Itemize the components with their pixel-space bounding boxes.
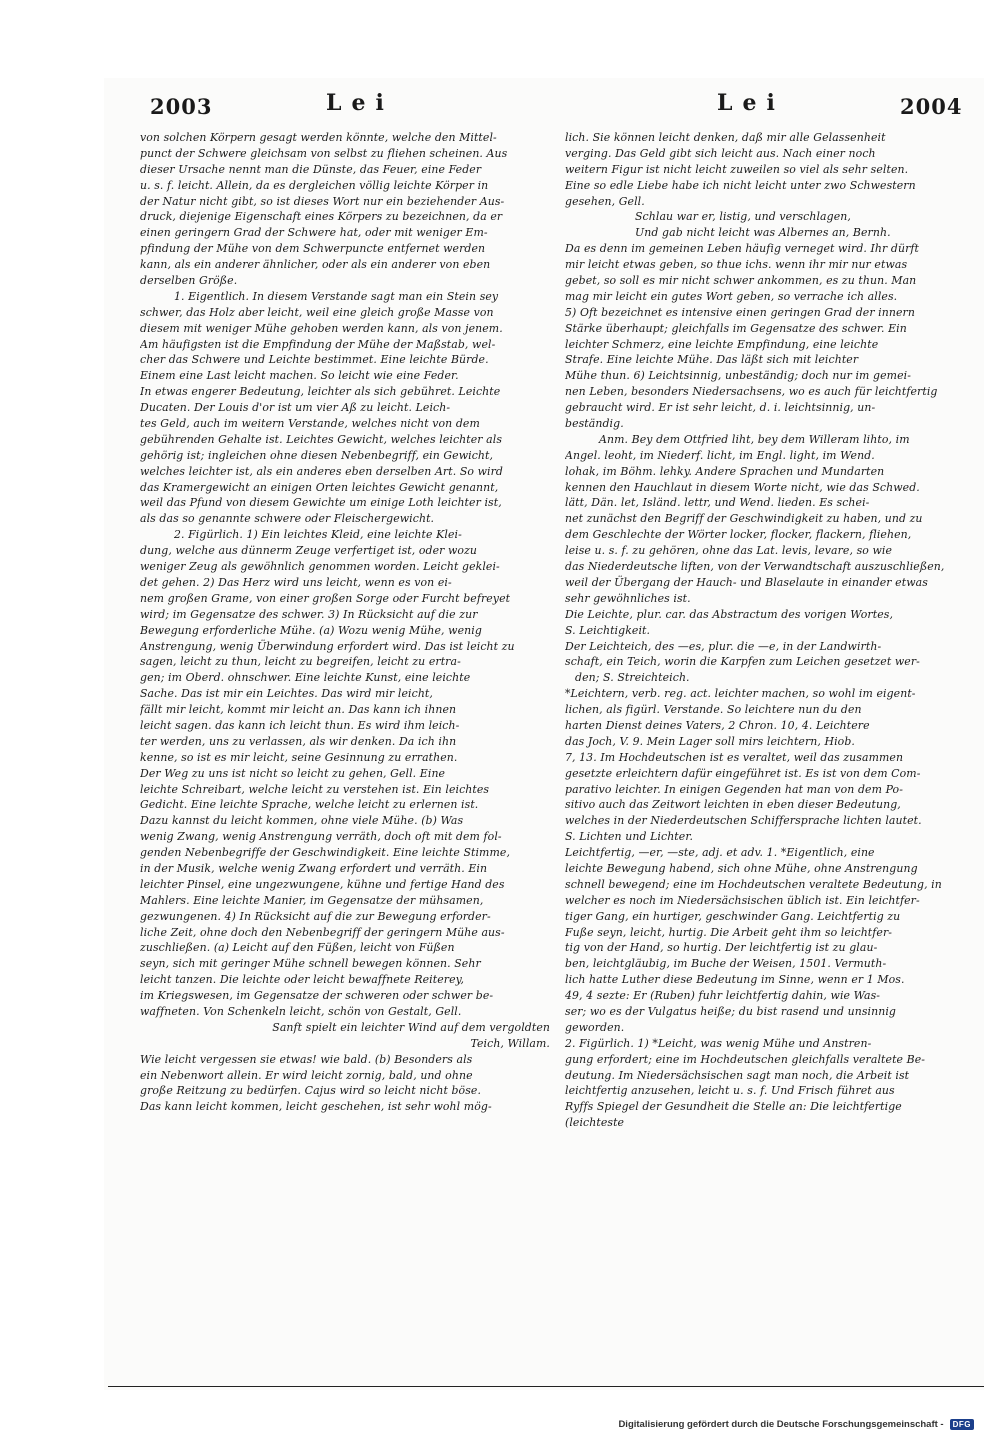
text-line: Ryffs Spiegel der Gesundheit die Stelle an: Die leichtfertige	[565, 1100, 902, 1114]
text-line: tig von der Hand, so hurtig. Der leichtfertig ist zu glau-	[565, 941, 878, 955]
text-line: Angel. leoht, im Niederf. licht, im Engl. light, im Wend.	[565, 448, 875, 462]
text-line: das Joch, V. 9. Mein Lager soll mirs leichtern, Hiob.	[565, 734, 855, 748]
text-line: Anstrengung, wenig Überwindung erfordert wird. Das ist leicht zu	[140, 639, 515, 653]
text-line: Wie leicht vergessen sie etwas! wie bald. (b) Besonders als	[140, 1052, 473, 1066]
text-line: Eine so edle Liebe habe ich nicht leicht unter zwo Schwestern	[565, 178, 916, 192]
text-line: zuschließen. (a) Leicht auf den Füßen, leicht von Füßen	[140, 941, 455, 955]
footer	[618, 1419, 974, 1430]
text-line: cher das Schwere und Leichte bestimmet. Eine leichte Bürde.	[140, 353, 489, 367]
text-line: gebraucht wird. Er ist sehr leicht, d. i. leichtsinnig, un-	[565, 401, 876, 415]
text-line: nen Leben, besonders Niedersachsens, wo es auch für leichtfertig	[565, 385, 938, 399]
text-line: wenig Zwang, wenig Anstrengung verräth, doch oft mit dem fol-	[140, 830, 502, 844]
text-line: das Kramergewicht an einigen Orten leichtes Gewicht genannt,	[140, 480, 499, 494]
text-line: Die Leichte, plur. car. das Abstractum des vorigen Wortes,	[565, 607, 894, 621]
text-line: 2. Figürlich. 1) Ein leichtes Kleid, eine leichte Klei-	[174, 528, 462, 542]
text-line: das Niederdeutsche liften, von der Verwandtschaft auszuschließen,	[565, 560, 945, 574]
text-line: Das kann leicht kommen, leicht geschehen, ist sehr wohl mög-	[140, 1100, 492, 1114]
text-line: In etwas engerer Bedeutung, leichter als sich gebühret. Leichte	[140, 385, 501, 399]
text-line: mir leicht etwas geben, so thue ichs. wenn ihr mir nur etwas	[565, 258, 908, 272]
text-line: diesem mit weniger Mühe gehoben werden kann, als von jenem.	[140, 321, 503, 335]
text-line: Teich, Willam.	[470, 1036, 550, 1050]
text-line: tiger Gang, ein hurtiger, geschwinder Gang. Leichtfertig zu	[565, 909, 901, 923]
text-line: pfindung der Mühe von dem Schwerpuncte entfernet werden	[140, 242, 486, 256]
text-line: parativo leichter. In einigen Gegenden hat man von dem Po-	[565, 782, 903, 796]
text-line: einen geringern Grad der Schwere hat, oder mit weniger Em-	[140, 226, 488, 240]
text-line: ben, leichtgläubig, im Buche der Weisen, 1501. Vermuth-	[565, 957, 887, 971]
text-line: lichen, als figürl. Verstande. So leichtere nun du den	[565, 703, 862, 717]
text-line: 5) Oft bezeichnet es intensive einen geringen Grad der innern	[565, 305, 915, 319]
footer-text: Digitalisierung gefördert durch die Deutsche Forschungsgemeinschaft -	[618, 1419, 944, 1430]
text-line: druck, diejenige Eigenschaft eines Körpers zu bezeichnen, da er	[140, 210, 503, 224]
bottom-rule	[108, 1386, 984, 1387]
page-number-left: 2003	[150, 94, 213, 119]
text-line: leicht tanzen. Die leichte oder leicht bewaffnete Reiterey,	[140, 973, 465, 987]
text-line: derselben Größe.	[140, 274, 238, 288]
text-line: weitern Figur ist nicht leicht zuweilen so viel als sehr selten.	[565, 162, 909, 176]
text-line: genden Nebenbegriffe der Geschwindigkeit. Eine leichte Stimme,	[140, 846, 511, 860]
text-line: liche Zeit, ohne doch den Nebenbegriff der geringern Mühe aus-	[140, 925, 505, 939]
text-line: leicht sagen. das kann ich leicht thun. Es wird ihm leich-	[140, 718, 460, 732]
text-line: den; S. Streichteich.	[575, 671, 690, 685]
text-line: Bewegung erforderliche Mühe. (a) Wozu wenig Mühe, wenig	[140, 623, 482, 637]
text-line: gehörig ist; ingleichen ohne diesen Nebenbegriff, ein Gewicht,	[140, 448, 494, 462]
text-line: sagen, leicht zu thun, leicht zu begreifen, leicht zu ertra-	[140, 655, 461, 669]
text-line: Da es denn im gemeinen Leben häufig verneget wird. Ihr dürft	[565, 242, 920, 256]
text-line: Mahlers. Eine leichte Manier, im Gegensatze der mühsamen,	[140, 893, 484, 907]
text-line: gung erfordert; eine im Hochdeutschen gleichfalls veraltete Be-	[565, 1052, 926, 1066]
text-line: schwer, das Holz aber leicht, weil eine gleich große Masse von	[140, 305, 494, 319]
text-line: lätt, Dän. let, Isländ. lettr, und Wend. lieden. Es schei-	[565, 496, 870, 510]
text-line: verging. Das Geld gibt sich leicht aus. Nach einer noch	[565, 146, 876, 160]
text-line: ter werden, uns zu verlassen, als wir denken. Da ich ihn	[140, 734, 457, 748]
text-line: Strafe. Eine leichte Mühe. Das läßt sich mit leichter	[565, 353, 859, 367]
left-column	[140, 130, 556, 1205]
text-line: lohak, im Böhm. lehky. Andere Sprachen und Mundarten	[565, 464, 885, 478]
text-line: leichter Schmerz, eine leichte Empfindung, eine leichte	[565, 337, 879, 351]
running-head-left: Lei	[326, 90, 394, 116]
text-line: dieser Ursache nennt man die Dünste, das Feuer, eine Feder	[140, 162, 482, 176]
text-line: fällt mir leicht, kommt mir leicht an. Das kann ich ihnen	[140, 703, 457, 717]
text-line: weil der Übergang der Hauch- und Blaselaute in einander etwas	[565, 575, 928, 589]
text-line: Sanft spielt ein leichter Wind auf dem vergoldten	[272, 1020, 550, 1034]
text-line: schaft, ein Teich, worin die Karpfen zum Leichen gesetzet wer-	[565, 655, 920, 669]
text-line: Sache. Das ist mir ein Leichtes. Das wird mir leicht,	[140, 687, 433, 701]
text-line: 7, 13. Im Hochdeutschen ist es veraltet, weil das zusammen	[565, 750, 904, 764]
text-line: Am häufigsten ist die Empfindung der Mühe der Maßstab, wel-	[140, 337, 496, 351]
text-line: Stärke überhaupt; gleichfalls im Gegensatze des schwer. Ein	[565, 321, 907, 335]
text-line: 2. Figürlich. 1) *Leicht, was wenig Mühe und Anstren-	[565, 1036, 872, 1050]
text-line: wird; im Gegensatze des schwer. 3) In Rücksicht auf die zur	[140, 607, 478, 621]
text-line: ein Nebenwort allein. Er wird leicht zornig, bald, und ohne	[140, 1068, 473, 1082]
text-line: Und gab nicht leicht was Albernes an, Bernh.	[635, 226, 891, 240]
text-line: 49, 4 sezte: Er (Ruben) fuhr leichtfertig dahin, wie Was-	[565, 989, 881, 1003]
text-line: Dazu kannst du leicht kommen, ohne viele Mühe. (b) Was	[140, 814, 464, 828]
text-line: Gedicht. Eine leichte Sprache, welche leicht zu erlernen ist.	[140, 798, 479, 812]
text-line: kann, als ein anderer ähnlicher, oder als ein anderer von eben	[140, 258, 491, 272]
text-line: mag mir leicht ein gutes Wort geben, so verrache ich alles.	[565, 289, 898, 303]
text-line: schnell bewegend; eine im Hochdeutschen veraltete Bedeutung, in	[565, 877, 942, 891]
text-line: Der Weg zu uns ist nicht so leicht zu gehen, Gell. Eine	[140, 766, 446, 780]
text-line: harten Dienst deines Vaters, 2 Chron. 10, 4. Leichtere	[565, 718, 870, 732]
text-line: dem Geschlechte der Wörter locker, flocker, flackern, fliehen,	[565, 528, 912, 542]
text-line: in der Musik, welche wenig Zwang erfordert und verräth. Ein	[140, 861, 488, 875]
text-line: beständig.	[565, 417, 624, 431]
text-line: dung, welche aus dünnerm Zeuge verfertiget ist, oder wozu	[140, 544, 478, 558]
text-line: Fuße seyn, leicht, hurtig. Die Arbeit geht ihm so leichtfer-	[565, 925, 893, 939]
text-line: Leichtfertig, —er, —ste, adj. et adv. 1. *Eigentlich, eine	[565, 846, 875, 860]
text-line: S. Lichten und Lichter.	[565, 830, 694, 844]
right-column	[565, 130, 965, 1225]
text-line: im Kriegswesen, im Gegensatze der schweren oder schwer be-	[140, 989, 494, 1003]
text-line: punct der Schwere gleichsam von selbst zu fliehen scheinen. Aus	[140, 146, 508, 160]
text-line: welches in der Niederdeutschen Schiffersprache lichten lautet.	[565, 814, 922, 828]
text-line: lich. Sie können leicht denken, daß mir alle Gelassenheit	[565, 131, 886, 144]
text-line: u. s. f. leicht. Allein, da es dergleichen völlig leichte Körper in	[140, 178, 489, 192]
text-line: Schlau war er, listig, und verschlagen,	[635, 210, 851, 224]
text-line: nem großen Grame, von einer großen Sorge oder Furcht befreyet	[140, 591, 511, 605]
text-line: sehr gewöhnliches ist.	[565, 591, 691, 605]
text-line: leichte Bewegung habend, sich ohne Mühe, ohne Anstrengung	[565, 861, 918, 875]
text-line: weniger Zeug als gewöhnlich genommen worden. Leicht geklei-	[140, 560, 500, 574]
text-line: sitivo auch das Zeitwort leichten in eben dieser Bedeutung,	[565, 798, 901, 812]
text-line: leichtfertig anzusehen, leicht u. s. f. Und Frisch führet aus	[565, 1084, 895, 1098]
text-line: leichter Pinsel, eine ungezwungene, kühne und fertige Hand des	[140, 877, 505, 891]
text-line: von solchen Körpern gesagt werden könnte, welche den Mittel-	[140, 131, 497, 144]
text-line: S. Leichtigkeit.	[565, 623, 651, 637]
text-line: als das so genannte schwere oder Fleischergewicht.	[140, 512, 435, 526]
text-line: leise u. s. f. zu gehören, ohne das Lat. levis, levare, so wie	[565, 544, 893, 558]
text-line: Ducaten. Der Louis d'or ist um vier Aß zu leicht. Leich-	[140, 401, 451, 415]
text-line: kennen den Hauchlaut in diesem Worte nicht, wie das Schwed.	[565, 480, 920, 494]
text-line: waffneten. Von Schenkeln leicht, schön von Gestalt, Gell.	[140, 1004, 462, 1018]
text-line: gen; im Oberd. ohnschwer. Eine leichte Kunst, eine leichte	[140, 671, 471, 685]
text-line: seyn, sich mit geringer Mühe schnell bewegen können. Sehr	[140, 957, 481, 971]
text-line: welches leichter ist, als ein anderes eben derselben Art. So wird	[140, 464, 504, 478]
text-line: kenne, so ist es mir leicht, seine Gesinnung zu errathen.	[140, 750, 458, 764]
text-line: net zunächst den Begriff der Geschwindigkeit zu haben, und zu	[565, 512, 923, 526]
text-line: ser; wo es der Vulgatus heiße; du bist rasend und unsinnig	[565, 1004, 897, 1018]
text-line: gesehen, Gell.	[565, 194, 645, 208]
text-line: gebet, so soll es mir nicht schwer ankommen, es zu thun. Man	[565, 274, 917, 288]
text-line: leichte Schreibart, welche leicht zu verstehen ist. Ein leichtes	[140, 782, 490, 796]
text-line: welcher es noch im Niedersächsischen üblich ist. Ein leichtfer-	[565, 893, 920, 907]
text-line: gebührenden Gehalte ist. Leichtes Gewicht, welches leichter als	[140, 432, 503, 446]
text-line: weil das Pfund von diesem Gewichte um einige Loth leichter ist,	[140, 496, 502, 510]
running-head-right: Lei	[717, 90, 785, 116]
page-header	[0, 84, 1000, 124]
text-line: lich hatte Luther diese Bedeutung im Sinne, wenn er 1 Mos.	[565, 973, 905, 987]
text-line: (leichteste	[565, 1116, 625, 1130]
text-line: 1. Eigentlich. In diesem Verstande sagt man ein Stein sey	[174, 289, 499, 303]
text-line: der Natur nicht gibt, so ist dieses Wort nur ein beziehender Aus-	[140, 194, 505, 208]
text-line: gezwungenen. 4) In Rücksicht auf die zur Bewegung erforder-	[140, 909, 491, 923]
page-number-right: 2004	[900, 94, 963, 119]
text-line: Einem eine Last leicht machen. So leicht wie eine Feder.	[140, 369, 459, 383]
text-line: Der Leichteich, des —es, plur. die —e, in der Landwirth-	[565, 639, 882, 653]
text-line: tes Geld, auch im weitern Verstande, welches nicht von dem	[140, 417, 480, 431]
text-line: geworden.	[565, 1020, 625, 1034]
text-line: gesetzte erleichtern dafür eingeführet ist. Es ist von dem Com-	[565, 766, 921, 780]
text-line: Mühe thun. 6) Leichtsinnig, unbeständig; doch nur im gemei-	[565, 369, 911, 383]
text-line: deutung. Im Niedersächsischen sagt man noch, die Arbeit ist	[565, 1068, 910, 1082]
dfg-logo: DFG	[950, 1419, 974, 1430]
text-line: große Reitzung zu bedürfen. Cajus wird so leicht nicht böse.	[140, 1084, 482, 1098]
text-line: Anm. Bey dem Ottfried liht, bey dem Willeram lihto, im	[599, 432, 910, 446]
text-line: det gehen. 2) Das Herz wird uns leicht, wenn es von ei-	[140, 575, 452, 589]
text-line: *Leichtern, verb. reg. act. leichter machen, so wohl im eigent-	[565, 687, 916, 701]
